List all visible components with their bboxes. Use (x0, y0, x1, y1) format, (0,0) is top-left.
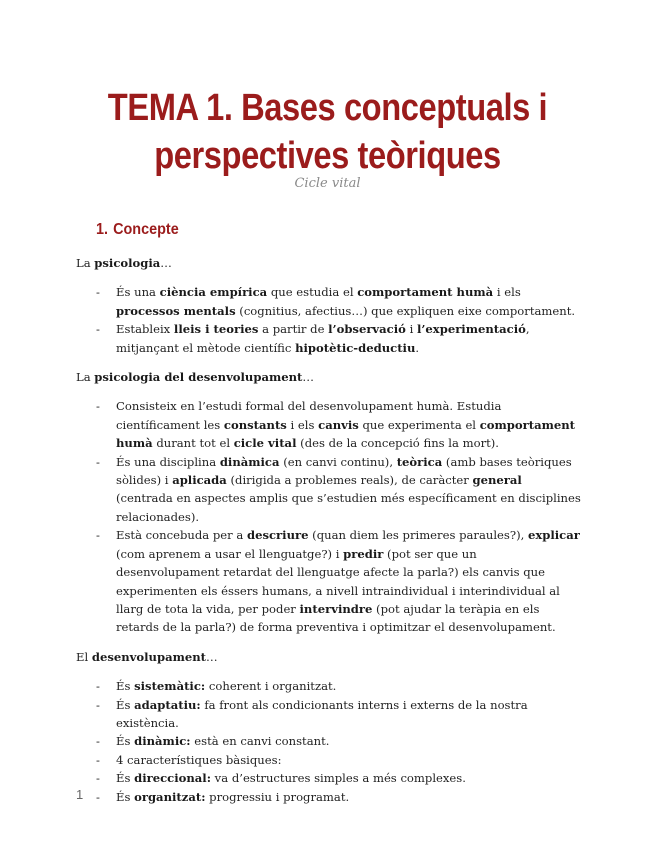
bold-term: general (472, 473, 522, 488)
paragraph-desenvolupament (76, 648, 582, 666)
text-run: (pot ajudar la teràpia en els retards de la parla?) de forma preventiva i optimitzar el desenvolupament. (116, 601, 556, 635)
bold-term: direccional: (134, 771, 211, 786)
text-run: És (116, 771, 135, 786)
paragraph-psicologia-desenvolupament (76, 368, 582, 386)
list-item (76, 677, 582, 695)
bold-term: processos mentals (116, 303, 236, 318)
text-run: (amb bases teòriques sòlides) i (116, 454, 572, 488)
bold-term: adaptatiu: (134, 697, 201, 712)
bold-term: explicar (527, 528, 580, 543)
bold-term: comportament humà (116, 417, 576, 451)
text-run: És una (116, 285, 160, 300)
section-title: Concepte (113, 221, 179, 238)
text-run: … (302, 370, 315, 385)
text-run: … (160, 256, 172, 270)
bold-term: canvis (318, 417, 359, 432)
list-item (76, 751, 582, 769)
page-subtitle: Cicle vital (294, 176, 361, 191)
section-heading (96, 221, 179, 239)
list-item (76, 788, 582, 806)
list-item (76, 397, 582, 452)
list-item (76, 320, 582, 357)
title-line-1: TEMA 1. Bases conceptuals i (107, 87, 548, 129)
text-run: (dirigida a problemes reals), de caràcter (226, 473, 473, 488)
text-run: … (206, 649, 218, 664)
list-item (76, 732, 582, 750)
text-run: (cognitius, afectius…) que expliquen eixe comportament. (235, 303, 576, 318)
text-run: coherent i organitzat. (205, 679, 337, 694)
text-run: , mitjançant el mètode científic (116, 322, 530, 355)
bold-term: l’observació (328, 322, 406, 337)
text-run: (quan diem les primeres paraules?), (308, 528, 528, 543)
text-run: durant tot el (152, 436, 234, 451)
text-run: És (116, 789, 135, 804)
text-run: És (116, 697, 135, 712)
list-psicologia (76, 283, 582, 357)
text-run: (centrada en aspectes amplis que s’estudien més específicament en disciplines relacionades). (116, 491, 581, 524)
text-run: va d’estructures simples a més complexes. (211, 771, 466, 786)
bold-term: descriure (246, 528, 309, 543)
text-run: i (405, 322, 417, 337)
text-run: (com aprenem a usar el llenguatge?) i (116, 546, 344, 561)
text-run: que experimenta el (358, 417, 480, 432)
text-run: fa front als condicionants interns i externs de la nostra existència. (116, 697, 528, 730)
bold-term: ciència empírica (159, 285, 268, 300)
bold-term: dinàmic: (134, 734, 191, 749)
text-run: que estudia el (267, 285, 358, 300)
bold-term: l’experimentació (416, 322, 526, 337)
page-number: 1 (76, 787, 84, 802)
bold-term: lleis i teories (173, 322, 259, 337)
text-run: La (76, 370, 95, 385)
list-item (76, 769, 582, 787)
text-run: Estableix (116, 322, 174, 337)
text-run: a partir de (258, 322, 329, 337)
bold-term: psicologia (94, 256, 161, 270)
list-item (76, 526, 582, 636)
bold-term: hipotètic-deductiu (295, 340, 416, 355)
text-run: La (76, 256, 95, 270)
bold-term: sistemàtic: (134, 679, 206, 694)
text-run: El (76, 649, 92, 664)
bold-term: predir (343, 546, 384, 561)
text-run: està en canvi constant. (190, 734, 330, 749)
list-item (76, 453, 582, 527)
text-run: És (116, 734, 135, 749)
text-run: (en canvi continu), (279, 454, 397, 469)
text-run: És (116, 679, 135, 694)
text-run: . (415, 340, 420, 355)
section-number: 1. (96, 221, 109, 238)
bold-term: comportament humà (357, 285, 494, 300)
list-item (76, 283, 582, 320)
list-item (76, 696, 582, 733)
text-run: 4 característiques bàsiques: (116, 752, 282, 767)
title-line-2: perspectives teòriques (154, 135, 501, 177)
bold-term: intervindre (299, 601, 373, 616)
text-run: i els (286, 417, 319, 432)
bold-term: dinàmica (219, 454, 280, 469)
bold-term: cicle vital (233, 436, 297, 451)
text-run: Està concebuda per a (116, 528, 247, 543)
text-run: És una disciplina (116, 454, 220, 469)
bold-term: constants (223, 417, 287, 432)
bold-term: teòrica (396, 454, 443, 469)
document-body (76, 254, 582, 817)
page-title (80, 84, 575, 180)
bold-term: desenvolupament (91, 649, 207, 664)
bold-term: organitzat: (134, 789, 206, 804)
text-run: i els (493, 285, 521, 300)
text-run: (pot ser que un desenvolupament retardat del llenguatge afecte la parla?) els canvis que experimenten els éssers humans, a nivell intraindividual i interindividual al llarg de tota la vida, per poder (116, 546, 560, 616)
paragraph-psicologia (76, 254, 582, 272)
bold-term: aplicada (172, 473, 227, 488)
list-psicologia-desenvolupament (76, 397, 582, 636)
list-desenvolupament (76, 677, 582, 806)
bold-term: psicologia del desenvolupament (94, 370, 303, 385)
text-run: (des de la concepció fins la mort). (296, 436, 499, 451)
text-run: Consisteix en l’estudi formal del desenvolupament humà. Estudia científicament les (116, 399, 502, 432)
text-run: progressiu i programat. (205, 789, 350, 804)
